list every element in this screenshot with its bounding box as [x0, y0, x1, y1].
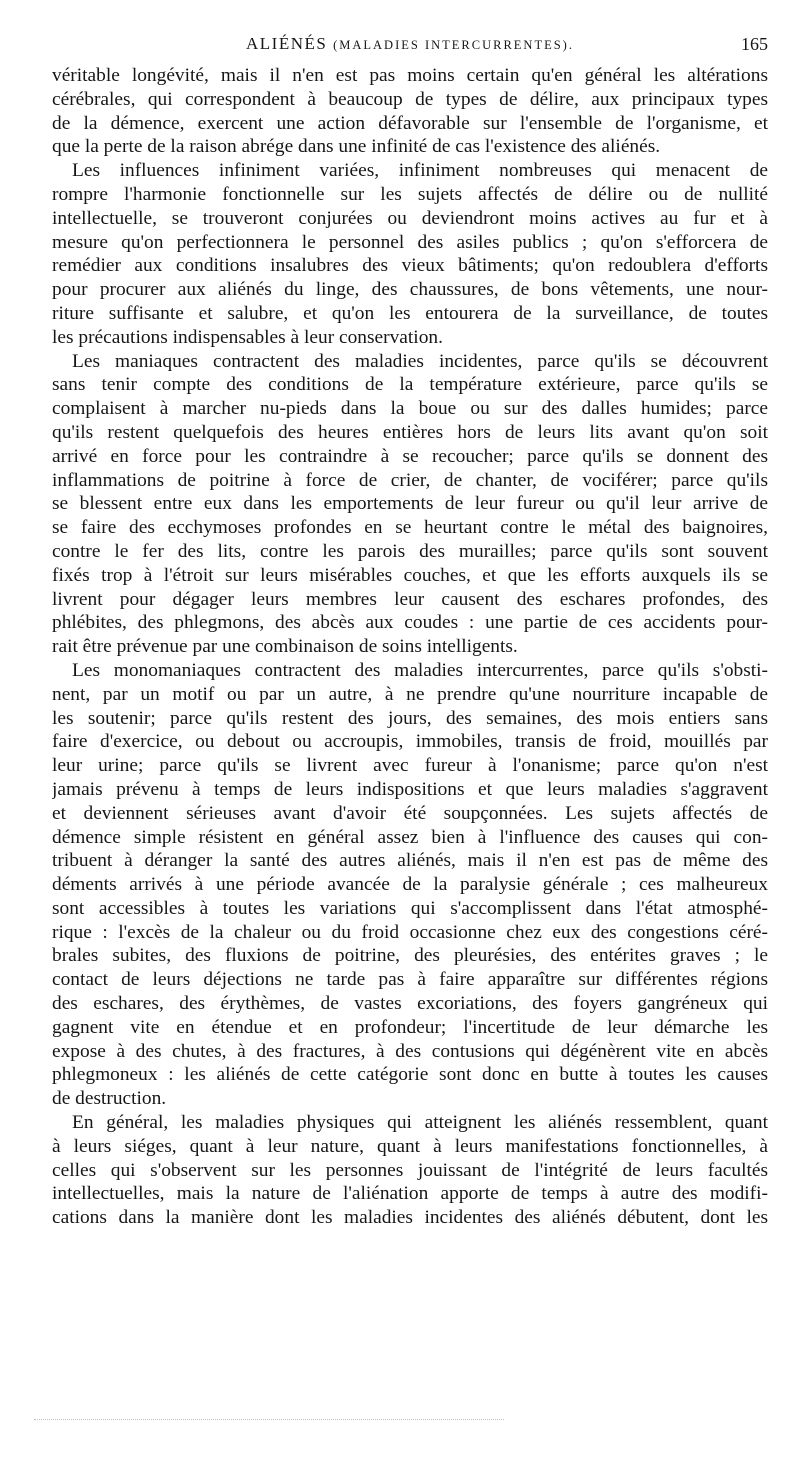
text-line: qu'ils restent quelquefois des heures entières hors de leurs lits avant qu'on soit [52, 421, 768, 443]
text-line: inflammations de poitrine à force de crier, de chanter, de vociférer; parce qu'ils [52, 469, 768, 491]
text-line: se blessent entre eux dans les emportements de leur fureur ou qu'il leur arrive de [52, 493, 768, 515]
text-line: rompre l'harmonie fonctionnelle sur les sujets affectés de délire ou de nullité [52, 183, 768, 205]
body-text [52, 64, 768, 1230]
text-line: riture suffisante et salubre, et qu'on les entourera de la surveillance, de toutes [52, 302, 768, 324]
footer-rule [34, 1419, 504, 1421]
text-line: phlegmoneux : les aliénés de cette catégorie sont donc en butte à toutes les causes [52, 1064, 768, 1086]
text-line: véritable longévité, mais il n'en est pas moins certain qu'en général les altérations [52, 65, 768, 86]
text-line: livrent pour dégager leurs membres leur causent des eschares profondes, des [52, 588, 768, 610]
text-line: contre le fer des lits, contre les parois des murailles; parce qu'ils sont souvent [52, 540, 768, 562]
running-title-main: ALIÉNÉS [246, 34, 328, 53]
text-line: complaisent à marcher nu-pieds dans la boue ou sur des dalles humides; parce [52, 398, 768, 420]
text-line: de la démence, exercent une action défavorable sur l'ensemble de l'organisme, et [52, 112, 768, 134]
text-line: Les maniaques contractent des maladies incidentes, parce qu'ils se découvrent [72, 350, 768, 372]
paragraph [52, 1111, 768, 1230]
text-line: remédier aux conditions insalubres des vieux bâtiments; qu'on redoublera d'efforts [52, 255, 768, 277]
text-line: à leurs siéges, quant à leur nature, quant à leurs manifestations fonctionnelles, à [52, 1135, 768, 1157]
text-line: cations dans la manière dont les maladies incidentes des aliénés débutent, dont les [52, 1207, 768, 1229]
text-line: cérébrales, qui correspondent à beaucoup de types de délire, aux principaux types [52, 88, 768, 110]
text-line: Les influences infiniment variées, infiniment nombreuses qui menacent de [72, 160, 768, 182]
text-line: intellectuelles, mais la nature de l'aliénation apporte de temps à autre des modifi- [52, 1183, 768, 1205]
text-line: de destruction. [52, 1088, 167, 1110]
running-title [52, 34, 768, 54]
text-line: nent, par un motif ou par un autre, à ne prendre qu'une nourriture incapable de [52, 683, 768, 705]
text-line: sans tenir compte des conditions de la température extérieure, parce qu'ils se [52, 374, 768, 396]
text-line: rique : l'excès de la chaleur ou du froid occasionne chez eux des congestions céré- [52, 921, 768, 943]
text-line: Les monomaniaques contractent des maladies intercurrentes, parce qu'ils s'obsti- [72, 659, 768, 681]
paragraph [52, 659, 768, 1111]
text-line: pour procurer aux aliénés du linge, des chaussures, de bons vêtements, une nour- [52, 279, 768, 301]
text-line: rait être prévenue par une combinaison de soins intelligents. [52, 636, 518, 658]
text-line: déments arrivés à une période avancée de la paralysie générale ; ces malheureux [52, 874, 768, 896]
text-line: que la perte de la raison abrége dans une infinité de cas l'existence des aliénés. [52, 136, 661, 158]
paragraph [52, 159, 768, 349]
text-line: expose à des chutes, à des fractures, à des contusions qui dégénèrent vite en abcès [52, 1040, 768, 1062]
text-line: mesure qu'on perfectionnera le personnel des asiles publics ; qu'on s'efforcera de [52, 231, 768, 253]
text-line: arrivé en force pour les contraindre à se recoucher; parce qu'ils se donnent des [52, 445, 768, 467]
text-line: En général, les maladies physiques qui atteignent les aliénés ressemblent, quant [72, 1112, 768, 1134]
text-line: intellectuelle, se trouveront conjurées ou deviendront moins actives au fur et à [52, 207, 768, 229]
text-line: leur urine; parce qu'ils se livrent avec fureur à l'onanisme; parce qu'on n'est [52, 755, 768, 777]
text-line: des eschares, des érythèmes, de vastes excoriations, des foyers gangréneux qui [52, 993, 768, 1015]
text-line: tribuent à déranger la santé des autres aliénés, mais il n'en est pas de même des [52, 850, 768, 872]
text-line: se faire des ecchymoses profondes en se heurtant contre le métal des baignoires, [52, 517, 768, 539]
paragraph [52, 350, 768, 659]
text-line: les soutenir; parce qu'ils restent des jours, des semaines, des mois entiers sans [52, 707, 768, 729]
running-title-sub: (MALADIES INTERCURRENTES). [333, 38, 574, 52]
page-number: 165 [741, 34, 768, 54]
text-line: gagnent vite en étendue et en profondeur; l'incertitude de leur démarche les [52, 1016, 768, 1038]
text-line: brales subites, des fluxions de poitrine, des pleurésies, des entérites graves ; le [52, 945, 768, 967]
text-line: celles qui s'observent sur les personnes jouissant de l'intégrité de leurs facultés [52, 1159, 768, 1181]
text-line: faire d'exercice, ou debout ou accroupis, immobiles, transis de froid, mouillés par [52, 731, 768, 753]
text-line: sont accessibles à toutes les variations qui s'accomplissent dans l'état atmosphé- [52, 897, 768, 919]
text-line: démence simple résistent en général assez bien à l'influence des causes qui con- [52, 826, 768, 848]
text-line: et deviennent sérieuses avant d'avoir été soupçonnées. Les sujets affectés de [52, 802, 768, 824]
text-line: fixés trop à l'étroit sur leurs misérables couches, et que les efforts auxquels ils se [52, 564, 768, 586]
text-line: les précautions indispensables à leur conservation. [52, 326, 443, 348]
text-line: phlébites, des phlegmons, des abcès aux coudes : une partie de ces accidents pour- [52, 612, 768, 634]
paragraph [52, 64, 768, 159]
text-line: contact de leurs déjections ne tarde pas à faire apparaître sur différentes régions [52, 969, 768, 991]
text-line: jamais prévenu à temps de leurs indispositions et que leurs maladies s'aggravent [52, 778, 768, 800]
running-head [52, 34, 768, 58]
